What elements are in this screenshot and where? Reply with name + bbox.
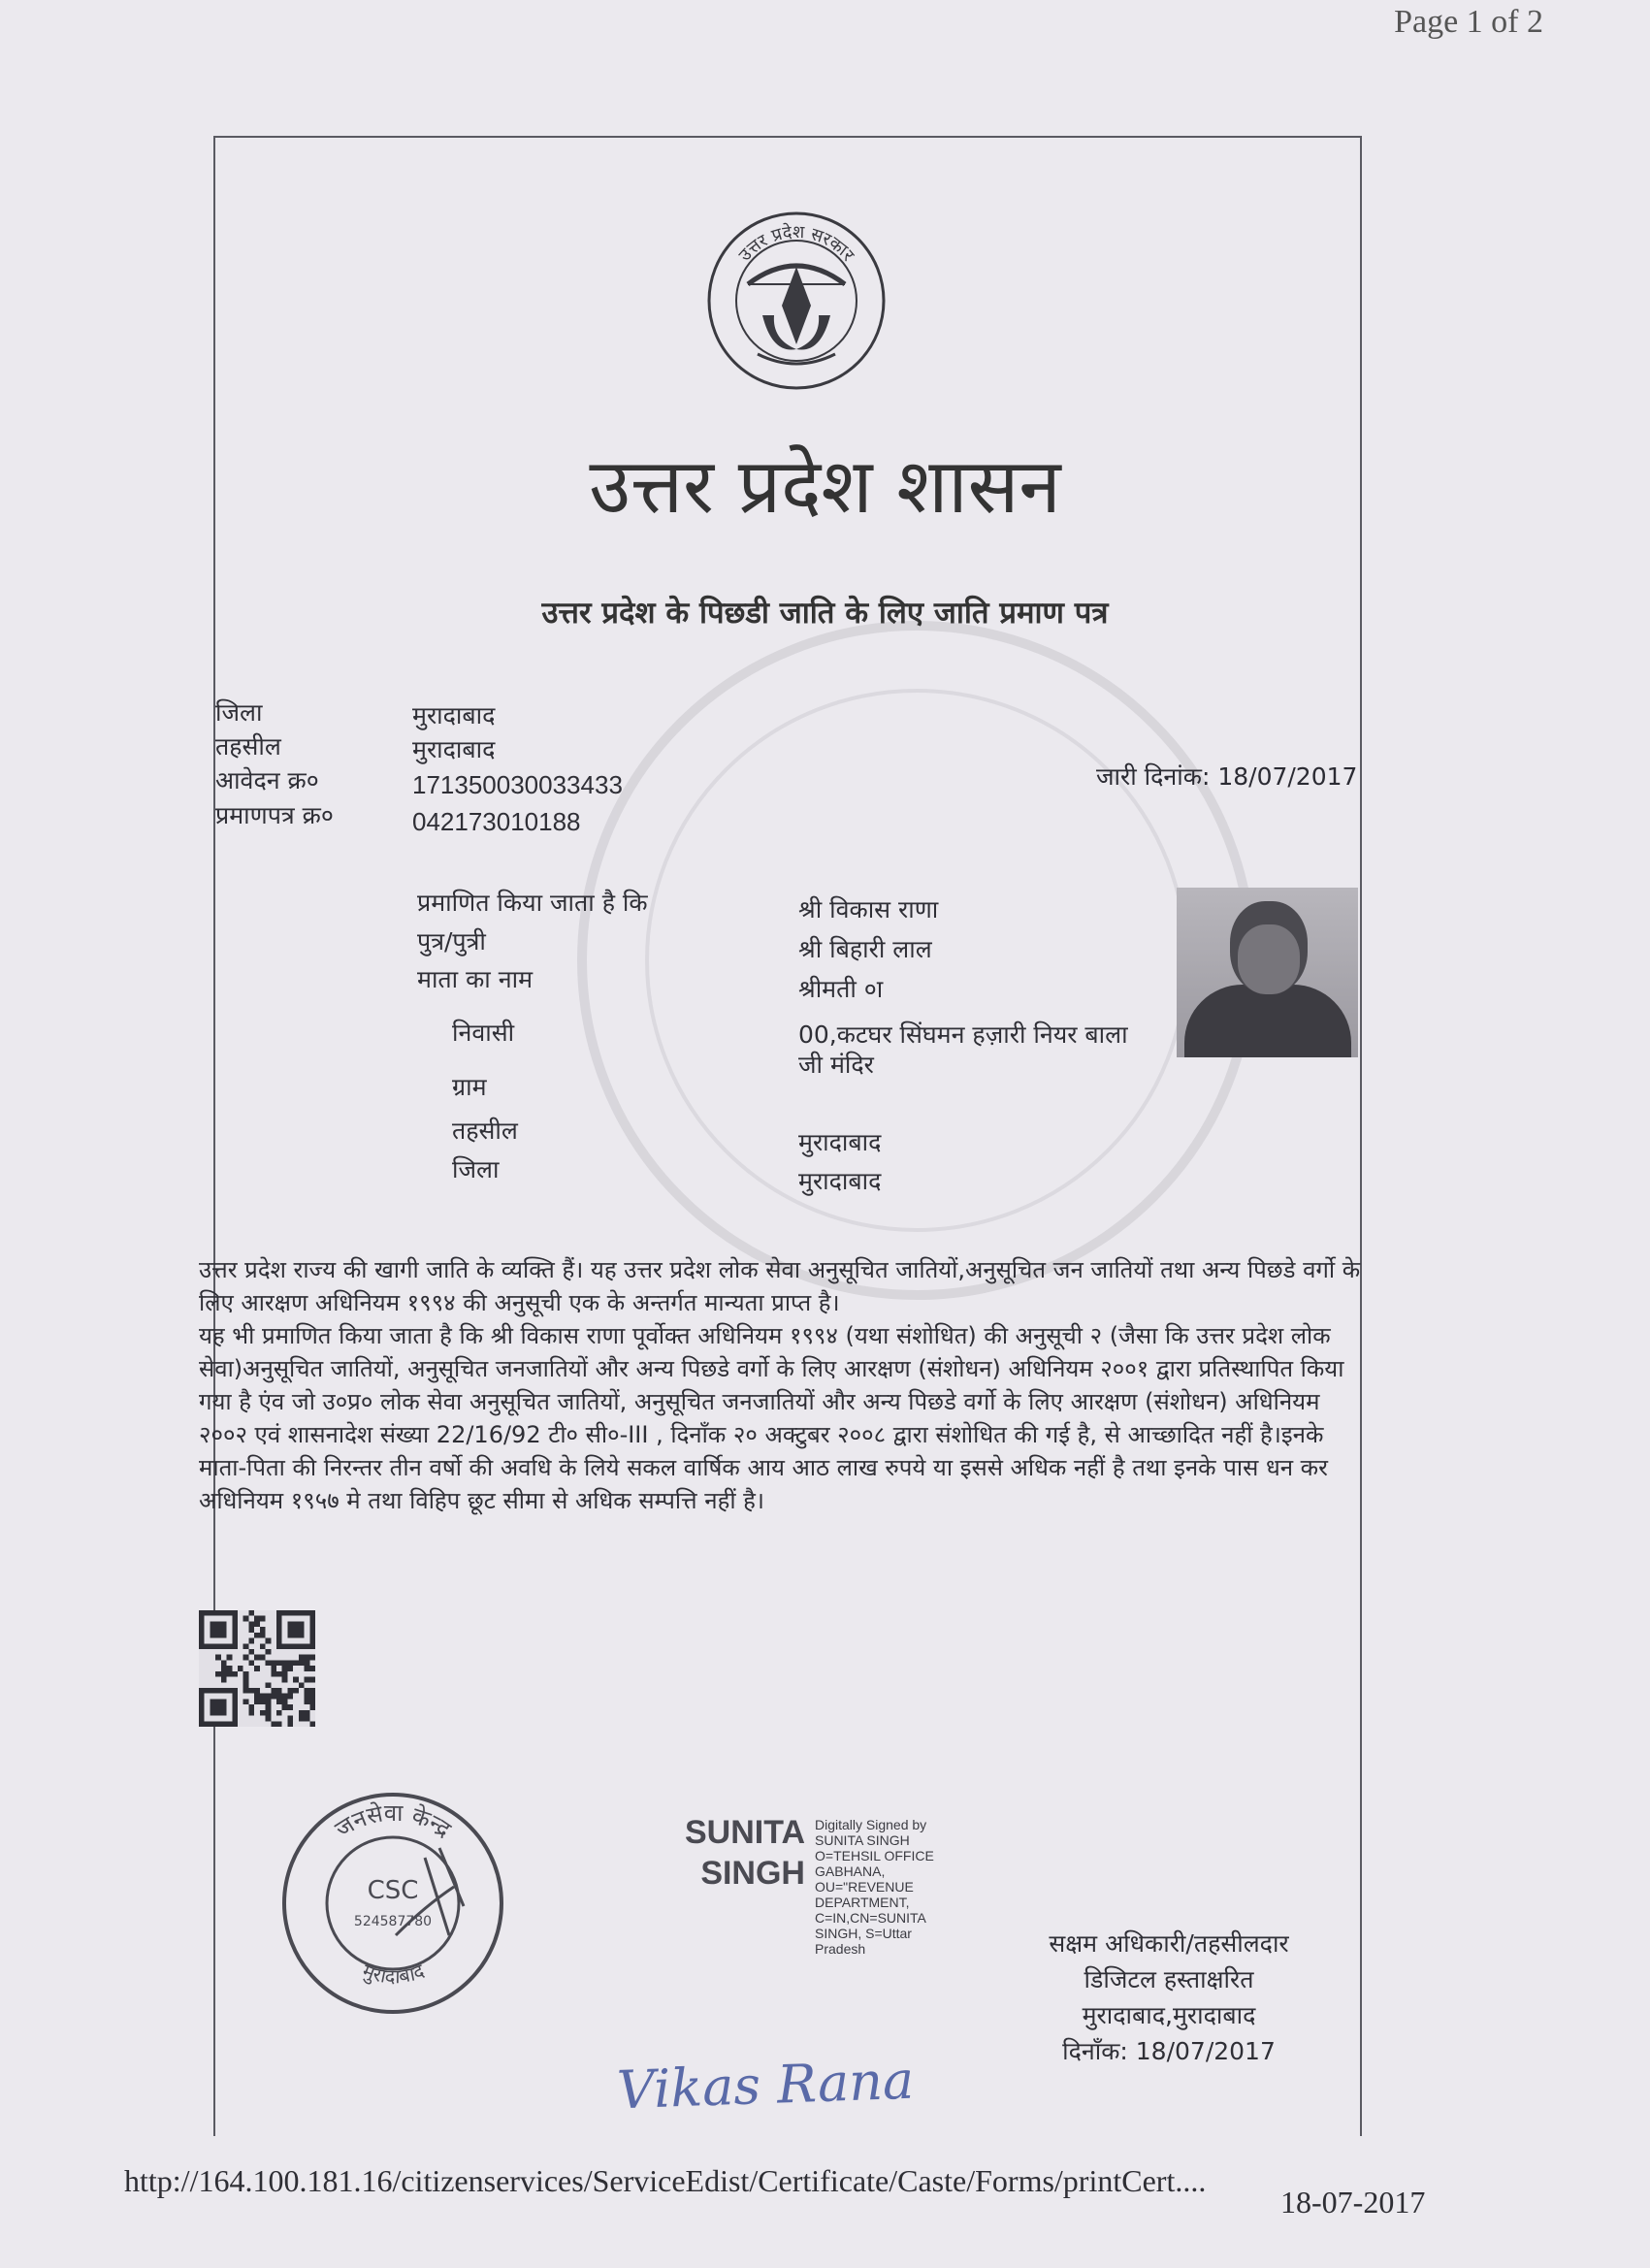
footer-print-date: 18-07-2017 [1280, 2185, 1426, 2219]
handwritten-signature: Vikas Rana [615, 2049, 916, 2122]
svg-text:उत्तर प्रदेश सरकार [734, 221, 858, 266]
detail-label-village: ग्राम [452, 1073, 487, 1101]
detail-label-district: जिला [452, 1155, 500, 1183]
seal-code: 524587780 [353, 1914, 433, 1929]
detail-label-tehsil: तहसील [452, 1117, 518, 1145]
body-paragraph-2: यह भी प्रमाणित किया जाता है कि श्री विकास राणा पूर्वोक्त अधिनियम १९९४ (यथा संशोधित) की अनुसूची २ (जैसा कि उत्तर प्रदेश लोक सेवा)अनुसूचित जातियों, अनुसूचित जनजातियों और अन्य पिछडे वर्गो के लिए आरक्षण (संशोधन) अधिनियम २००१ द्वारा प्रतिस्थापित किया गया है एंव जो उ०प्र० लोक सेवा अनुसूचित जातियों, अनुसूचित जनजातियों और अन्य पिछडे वर्गो के लिए आरक्षण (संशोधन) अधिनियम २००२ एवं शासनादेश संख्या 22/16/92 टी० सी०-III , दिनाँक २० अक्टुबर २००८ द्वारा संशोधित की गई है, से आच्छादित नहीं है।इनके माता-पिता की निरन्तर तीन वर्षो की अवधि के लिये सकल वार्षिक आय आठ लाख रुपये या इससे अधिक नहीं है तथा इनके पास धन कर अधिनियम १९५७ मे तथा विहिप छूट सीमा से अधिक सम्पत्ति नहीं है। [199, 1322, 1344, 1514]
seal-bottom-text: मुरादाबाद [359, 1959, 428, 1989]
applicant-photo [1177, 888, 1358, 1057]
signer-name-line2: SINGH [700, 1855, 805, 1892]
detail-value-address-line1: 00,कटघर सिंघमन हज़ारी नियर बाला [798, 1021, 1128, 1049]
signer-name-line1: SUNITA [684, 1814, 805, 1851]
officer-date: दिनाँक: 18/07/2017 [1062, 2037, 1276, 2065]
detail-label-mother: माता का नाम [417, 965, 534, 993]
officer-designation: सक्षम अधिकारी/तहसीलदार [1049, 1929, 1289, 1958]
seal-center-text: CSC [367, 1876, 419, 1905]
svg-text:मुरादाबाद [359, 1959, 428, 1988]
issue-date: जारी दिनांक: 18/07/2017 [1096, 762, 1358, 791]
detail-label-certified: प्रमाणित किया जाता है कि [417, 889, 648, 917]
main-title: उत्तर प्रदेश शासन [589, 443, 1061, 531]
footer-url: http://164.100.181.16/citizenservices/ServiceEdist/Certificate/Caste/Forms/printCert.... [124, 2163, 1207, 2198]
digital-signature-details: Digitally Signed by SUNITA SINGH O=TEHSIL OFFICE GABHANA, OU="REVENUE DEPARTMENT, C=IN,CN=SUNITA SINGH, S=Uttar Pradesh [815, 1817, 934, 1957]
body-paragraph-1: उत्तर प्रदेश राज्य की खागी जाति के व्यक्ति हैं। यह उत्तर प्रदेश लोक सेवा अनुसूचित जातियों,अनुसूचित जन जातियों तथा अन्य पिछडे वर्गो के लिए आरक्षण अधिनियम १९९४ की अनुसूची एक के अन्तर्गत मान्यता प्राप्त है। [199, 1256, 1361, 1316]
officer-digital-signed: डिजिटल हस्ताक्षरित [1084, 1965, 1254, 1993]
detail-value-address-line2: जी मंदिर [798, 1051, 874, 1079]
detail-label-resident: निवासी [452, 1019, 515, 1047]
csc-seal-stamp [279, 1790, 507, 2018]
seal-top-text: जनसेवा केन्द्र [330, 1798, 456, 1843]
detail-value-name: श्री विकास राणा [798, 895, 939, 923]
detail-value-father: श्री बिहारी लाल [798, 935, 932, 963]
meta-value-district: मुरादाबाद [412, 701, 496, 729]
detail-value-tehsil: मुरादाबाद [798, 1128, 882, 1156]
meta-value-tehsil: मुरादाबाद [412, 735, 496, 763]
detail-value-district: मुरादाबाद [798, 1167, 882, 1195]
detail-value-mother: श्रीमती ०ा [798, 975, 884, 1003]
issuing-officer-block [1009, 1926, 1329, 2069]
officer-location: मुरादाबाद,मुरादाबाद [1082, 2001, 1256, 2029]
meta-value-certificate-no: 042173010188 [412, 807, 581, 836]
meta-label-certificate-no: प्रमाणपत्र क्र० [215, 801, 334, 829]
qr-code-icon [199, 1610, 315, 1727]
meta-label-district: जिला [215, 698, 263, 727]
detail-label-son-daughter: पुत्र/पुत्री [417, 927, 486, 956]
certificate-body [199, 1253, 1363, 1517]
up-emblem-icon [704, 209, 889, 393]
meta-label-application-no: आवेदन क्र० [215, 766, 319, 794]
meta-value-application-no: 171350030033433 [412, 770, 623, 799]
emblem-text: उत्तर प्रदेश सरकार [734, 221, 858, 266]
digital-signer-name [671, 1812, 805, 1894]
meta-label-tehsil: तहसील [215, 732, 281, 761]
page-marker: Page 1 of 2 [1394, 4, 1543, 40]
certificate-subtitle: उत्तर प्रदेश के पिछडी जाति के लिए जाति प्रमाण पत्र [541, 596, 1109, 631]
